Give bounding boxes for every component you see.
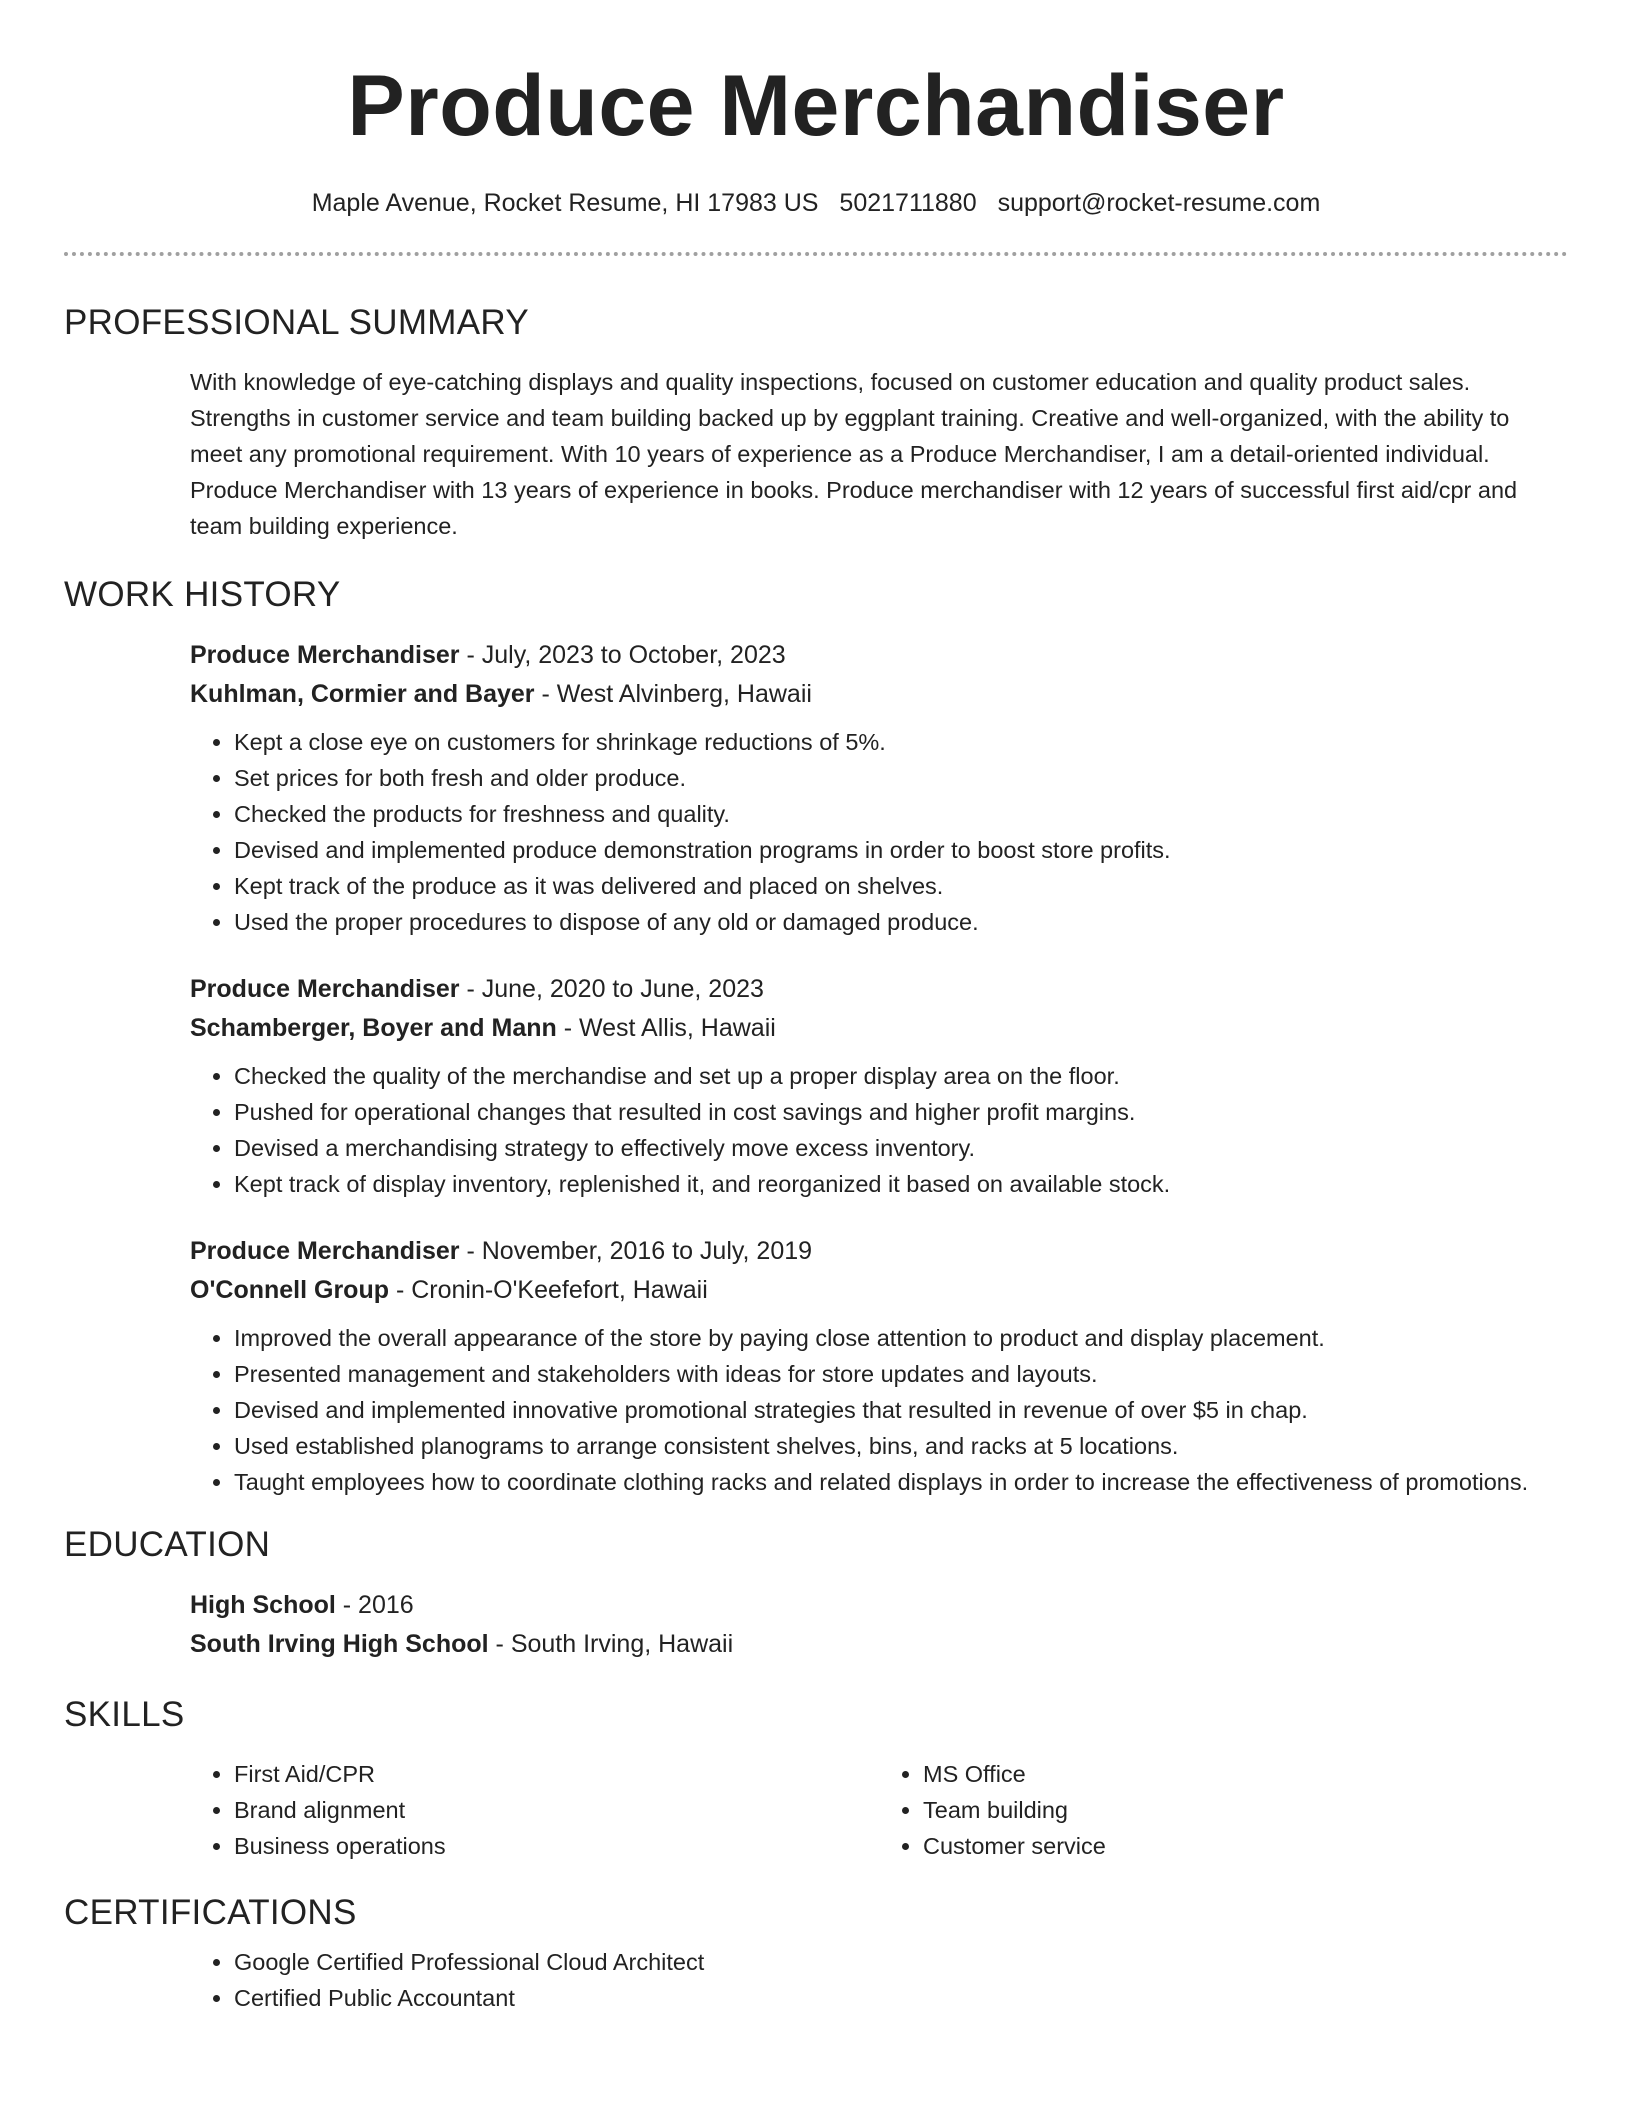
job-bullet: • Checked the products for freshness and quality. [234, 796, 1568, 832]
job-dates: - November, 2016 to July, 2019 [459, 1237, 813, 1265]
skills-column-right [879, 1756, 1568, 1864]
job-company-line [190, 675, 1568, 714]
education-location: - South Irving, Hawaii [488, 1630, 734, 1658]
skill-item: • Brand alignment [234, 1792, 879, 1828]
job-title-line [190, 970, 1568, 1009]
certification-items [190, 1944, 1568, 2016]
job-bullet: • Kept a close eye on customers for shrinkage reductions of 5%. [234, 724, 1568, 760]
summary-text: With knowledge of eye-catching displays and quality inspections, focused on customer education and quality product sales. Strengths in customer service and team building backed up by eggplant training. Creative and well-organized, with the ability to meet any promotional requirement. With 10 years of experience as a Produce Merchandiser, I am a detail-oriented individual. Produce Merchandiser with 13 years of experience in books. Produce merchandiser with 12 years of successful first aid/cpr and team building experience. [190, 369, 1518, 539]
job-entry [190, 970, 1568, 1202]
education-school: South Irving High School [190, 1630, 489, 1658]
skill-item: • Customer service [923, 1828, 1568, 1864]
job-bullet: • Presented management and stakeholders with ideas for store updates and layouts. [234, 1356, 1568, 1392]
job-bullets [190, 1320, 1568, 1500]
job-bullet: • Improved the overall appearance of the store by paying close attention to product and display placement. [234, 1320, 1568, 1356]
job-company: Kuhlman, Cormier and Bayer [190, 680, 535, 708]
job-location: - West Allis, Hawaii [556, 1014, 776, 1042]
section-title-skills: SKILLS [64, 1695, 185, 1734]
job-dates: - June, 2020 to June, 2023 [459, 975, 764, 1003]
education-year: - 2016 [335, 1591, 414, 1619]
job-bullet: • Kept track of display inventory, replenished it, and reorganized it based on available stock. [234, 1166, 1568, 1202]
job-company: O'Connell Group [190, 1276, 389, 1304]
section-title-certifications: CERTIFICATIONS [64, 1893, 357, 1932]
job-location: - West Alvinberg, Hawaii [534, 680, 812, 708]
skill-item: • Team building [923, 1792, 1568, 1828]
education-school-line [190, 1625, 1568, 1664]
job-dates: - July, 2023 to October, 2023 [459, 641, 786, 669]
job-entry [190, 636, 1568, 940]
job-bullets [190, 1058, 1568, 1202]
skill-item: • Business operations [234, 1828, 879, 1864]
job-company-line [190, 1271, 1568, 1310]
phone[interactable]: 5021711880 [839, 189, 977, 217]
education-entry [190, 1586, 1568, 1664]
skills-column-left [190, 1756, 879, 1864]
job-company: Schamberger, Boyer and Mann [190, 1014, 557, 1042]
candidate-name: Produce Merchandiser [347, 58, 1285, 154]
certification-item: • Certified Public Accountant [234, 1980, 1568, 2016]
section-title-summary: PROFESSIONAL SUMMARY [64, 303, 529, 342]
education-degree: High School [190, 1591, 336, 1619]
contact-line [64, 188, 1568, 218]
job-bullet: • Kept track of the produce as it was delivered and placed on shelves. [234, 868, 1568, 904]
job-bullet: • Used established planograms to arrange consistent shelves, bins, and racks at 5 locations. [234, 1428, 1568, 1464]
address: Maple Avenue, Rocket Resume, HI 17983 US [311, 189, 819, 217]
job-role: Produce Merchandiser [190, 641, 460, 669]
job-title-line [190, 1232, 1568, 1271]
certifications-list [190, 1944, 1568, 2016]
skill-item: • MS Office [923, 1756, 1568, 1792]
skill-item: • First Aid/CPR [234, 1756, 879, 1792]
job-bullet: • Taught employees how to coordinate clothing racks and related displays in order to increase the effectiveness of promotions. [234, 1464, 1568, 1500]
skills-list [190, 1746, 1568, 1864]
job-bullet: • Used the proper procedures to dispose of any old or damaged produce. [234, 904, 1568, 940]
job-bullet: • Devised and implemented produce demonstration programs in order to boost store profits. [234, 832, 1568, 868]
job-title-line [190, 636, 1568, 675]
certification-item: • Google Certified Professional Cloud Architect [234, 1944, 1568, 1980]
job-bullet: • Checked the quality of the merchandise and set up a proper display area on the floor. [234, 1058, 1568, 1094]
section-title-education: EDUCATION [64, 1525, 271, 1564]
job-company-line [190, 1009, 1568, 1048]
job-entry [190, 1232, 1568, 1500]
job-bullet: • Devised and implemented innovative promotional strategies that resulted in revenue of over $5 in chap. [234, 1392, 1568, 1428]
job-bullet: • Pushed for operational changes that resulted in cost savings and higher profit margins. [234, 1094, 1568, 1130]
education-degree-line [190, 1586, 1568, 1625]
work-history [190, 636, 1568, 1500]
job-bullets [190, 724, 1568, 940]
resume-page [64, 0, 1568, 2016]
email[interactable]: support@rocket-resume.com [997, 189, 1321, 217]
job-bullet: • Devised a merchandising strategy to effectively move excess inventory. [234, 1130, 1568, 1166]
job-role: Produce Merchandiser [190, 1237, 460, 1265]
job-bullet: • Set prices for both fresh and older produce. [234, 760, 1568, 796]
section-title-work: WORK HISTORY [64, 575, 341, 614]
job-location: - Cronin-O'Keefefort, Hawaii [389, 1276, 708, 1304]
header-divider [64, 252, 1568, 256]
job-role: Produce Merchandiser [190, 975, 460, 1003]
